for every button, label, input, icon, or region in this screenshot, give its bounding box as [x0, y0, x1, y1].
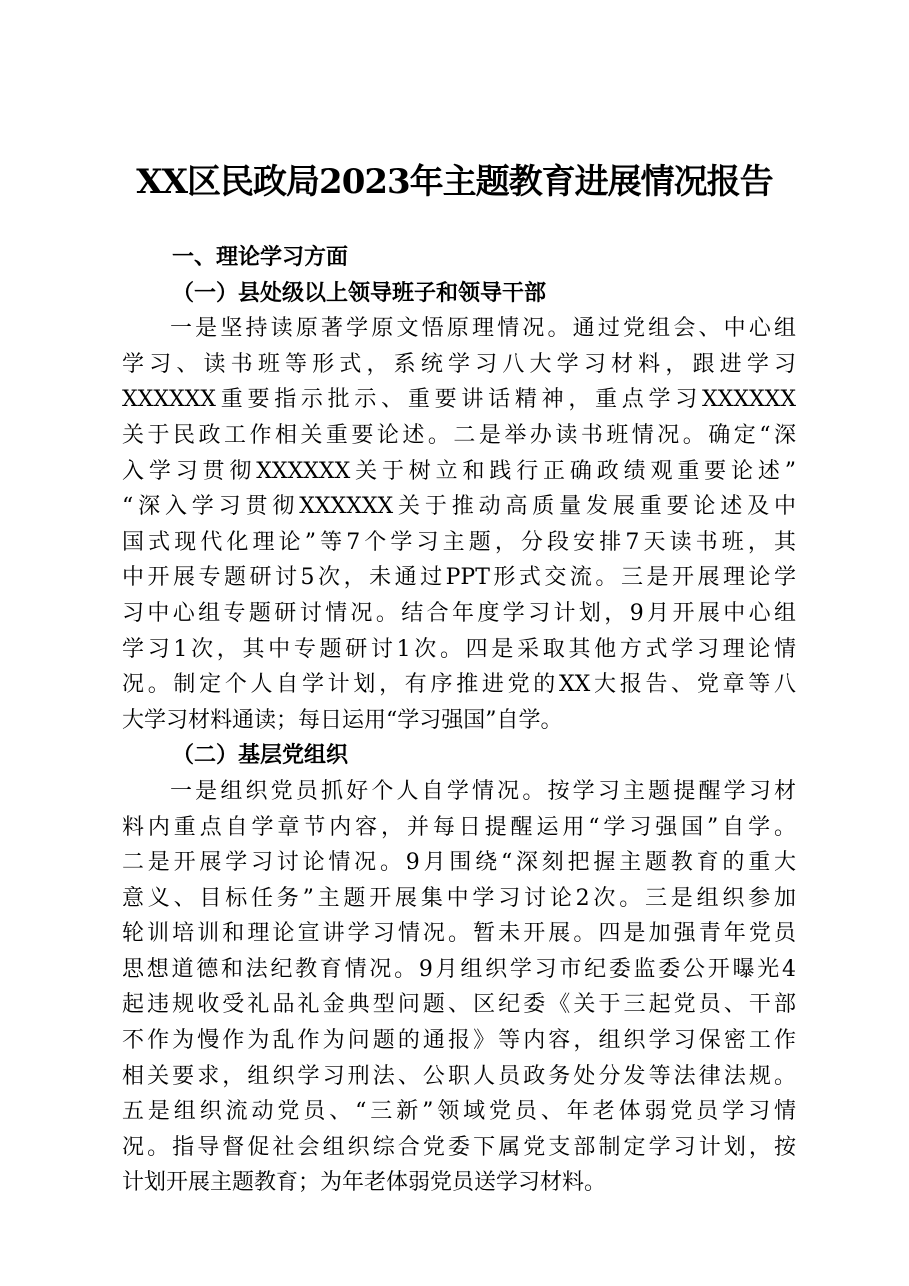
- paragraph-line: XXXXXX重要指示批示、重要讲话精神，重点学习XXXXXX: [122, 387, 796, 413]
- paragraph-line: 学习1次，其中专题研讨1次。四是采取其他方式学习理论情: [122, 636, 796, 662]
- paragraph-line: 入学习贯彻XXXXXX关于树立和践行正确政绩观重要论述”: [122, 458, 796, 484]
- paragraph-line: 相关要求，组织学习刑法、公职人员政务处分发等法律法规。: [122, 1063, 796, 1089]
- paragraph-line: 学习、读书班等形式，系统学习八大学习材料，跟进学习: [122, 351, 796, 377]
- paragraph-line: 况。制定个人自学计划，有序推进党的XX大报告、党章等八: [122, 672, 796, 698]
- paragraph-line: 轮训培训和理论宣讲学习情况。暂未开展。四是加强青年党员: [122, 921, 796, 947]
- document-body: [122, 240, 796, 1201]
- paragraph-line: 一是坚持读原著学原文悟原理情况。通过党组会、中心组: [170, 316, 796, 342]
- paragraph-line: 况。指导督促社会组织综合党委下属党支部制定学习计划，按: [122, 1134, 796, 1160]
- paragraph-line: 中开展专题研讨5次，未通过PPT形式交流。三是开展理论学: [122, 565, 796, 591]
- paragraph-line: 起违规收受礼品礼金典型问题、区纪委《关于三起党员、干部: [122, 992, 796, 1018]
- paragraph-line: 大学习材料通读；每日运用“学习强国”自学。: [122, 707, 563, 733]
- paragraph-leadership: [122, 311, 796, 738]
- paragraph-line: 料内重点自学章节内容，并每日提醒运用“学习强国”自学。: [122, 814, 796, 840]
- paragraph-line: 不作为慢作为乱作为问题的通报》等内容，组织学习保密工作: [122, 1028, 796, 1054]
- paragraph-line: 习中心组专题研讨情况。结合年度学习计划，9月开展中心组: [122, 600, 796, 626]
- paragraph-line: 关于民政工作相关重要论述。二是举办读书班情况。确定“深: [122, 422, 796, 448]
- paragraph-line: 意义、目标任务”主题开展集中学习讨论2次。三是组织参加: [122, 885, 796, 911]
- paragraph-grassroots: [122, 774, 796, 1201]
- document-title: XX区民政局2023年主题教育进展情况报告: [136, 162, 773, 202]
- paragraph-line: “深入学习贯彻XXXXXX关于推动高质量发展重要论述及中: [122, 494, 796, 520]
- subsection-heading-leadership: （一）县处级以上领导班子和领导干部: [172, 279, 547, 306]
- paragraph-line: 思想道德和法纪教育情况。9月组织学习市纪委监委公开曝光4: [122, 956, 796, 982]
- paragraph-line: 一是组织党员抓好个人自学情况。按学习主题提醒学习材: [170, 778, 796, 804]
- paragraph-line: 五是组织流动党员、“三新”领域党员、年老体弱党员学习情: [122, 1099, 796, 1125]
- section-heading-theory-study: 一、理论学习方面: [172, 245, 349, 270]
- paragraph-line: 二是开展学习讨论情况。9月围绕“深刻把握主题教育的重大: [122, 850, 796, 876]
- paragraph-line: 计划开展主题教育；为年老体弱党员送学习材料。: [122, 1170, 607, 1196]
- paragraph-line: 国式现代化理论”等7个学习主题，分段安排7天读书班，其: [122, 529, 796, 555]
- subsection-heading-grassroots: （二）基层党组织: [172, 742, 349, 769]
